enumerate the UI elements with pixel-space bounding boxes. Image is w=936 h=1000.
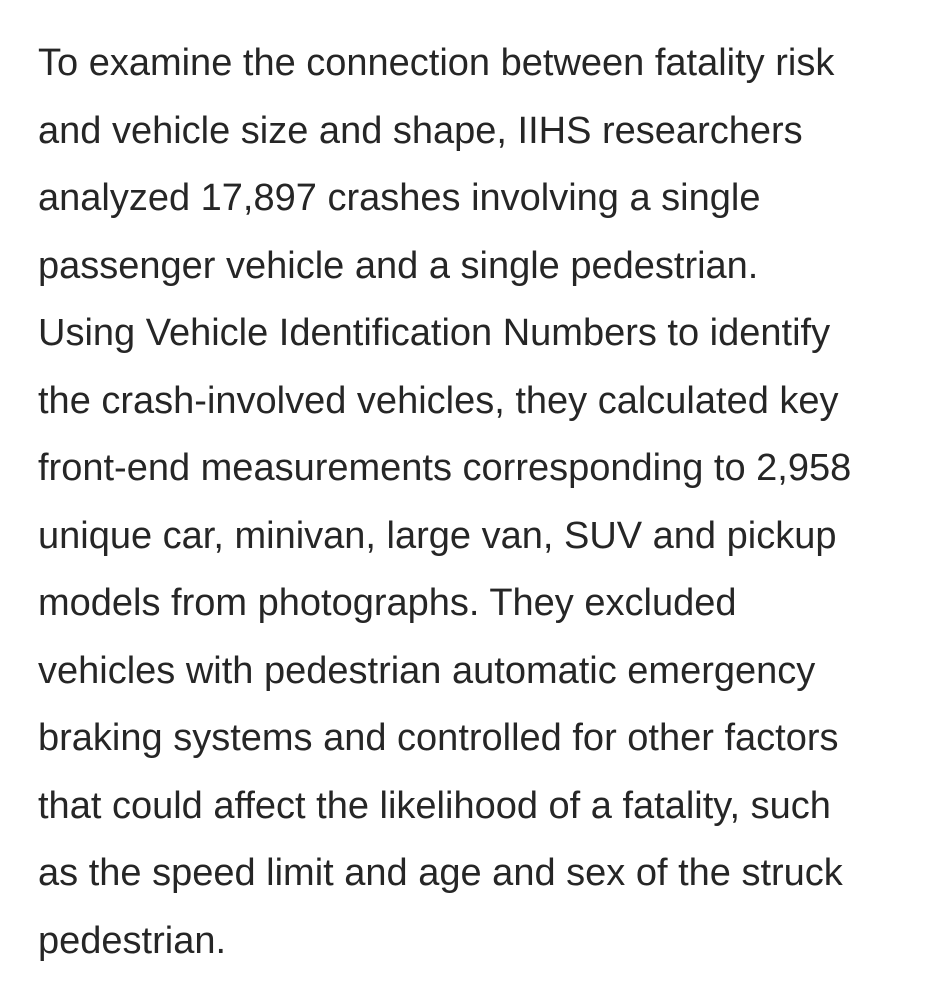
paragraph-line: the crash-involved vehicles, they calculated key <box>38 379 839 422</box>
paragraph-line: unique car, minivan, large van, SUV and pickup <box>38 514 837 557</box>
paragraph-line: braking systems and controlled for other factors <box>38 717 839 759</box>
paragraph-line: Using Vehicle Identification Numbers to identify <box>38 312 831 354</box>
paragraph-line: that could affect the likelihood of a fatality, such <box>38 784 831 827</box>
paragraph-line: vehicles with pedestrian automatic emergency <box>38 649 816 692</box>
paragraph-line: passenger vehicle and a single pedestrian. <box>38 244 759 287</box>
paragraph-line: as the speed limit and age and sex of the struck <box>38 852 843 894</box>
paragraph-line: pedestrian. <box>38 919 227 962</box>
paragraph-line: To examine the connection between fatality risk <box>38 42 835 84</box>
paragraph-line: models from photographs. They excluded <box>38 582 737 624</box>
article-paragraph <box>38 30 918 975</box>
paragraph-line: and vehicle size and shape, IIHS researchers <box>38 109 803 152</box>
paragraph-line: analyzed 17,897 crashes involving a single <box>38 177 761 219</box>
paragraph-line: front-end measurements corresponding to 2,958 <box>38 447 852 489</box>
